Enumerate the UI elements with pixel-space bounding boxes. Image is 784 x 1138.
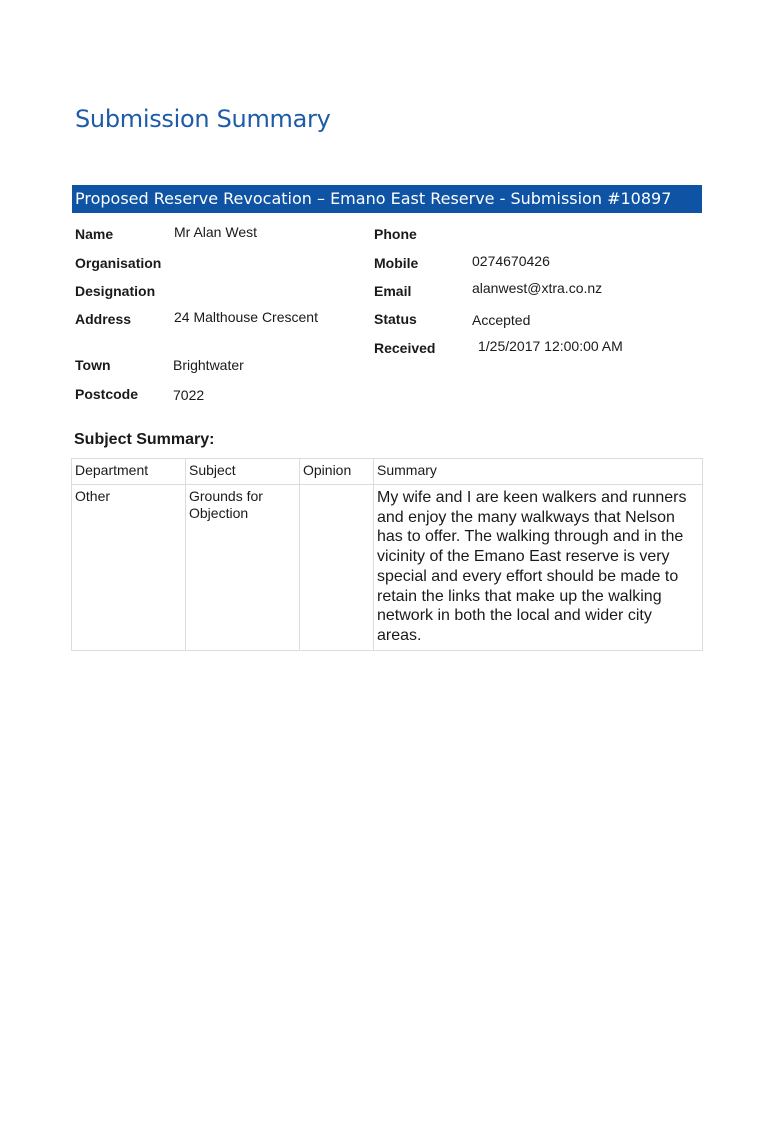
submission-header: Proposed Reserve Revocation – Emano East Reserve - Submission #10897 [72, 185, 702, 213]
opinion-cell [300, 485, 374, 651]
email-label: Email [374, 283, 412, 299]
town-label: Town [75, 357, 111, 373]
phone-label: Phone [374, 226, 417, 242]
summary-cell: My wife and I are keen walkers and runners and enjoy the many walkways that Nelson has to offer. The walking through and in the vicinity of the Emano East reserve is very special and every effort should be made to retain the links that make up the walking network in both the local and wider city areas. [374, 485, 703, 651]
organisation-label: Organisation [75, 255, 162, 271]
name-label: Name [75, 226, 114, 242]
table-row [72, 485, 703, 651]
column-header-summary: Summary [374, 459, 703, 485]
status-label: Status [374, 311, 417, 327]
town-value: Brightwater [173, 357, 244, 373]
email-value: alanwest@xtra.co.nz [472, 280, 603, 296]
table-header-row [72, 459, 703, 485]
status-value: Accepted [472, 312, 531, 328]
subject-cell: Grounds for Objection [186, 485, 300, 651]
column-header-department: Department [72, 459, 186, 485]
department-cell: Other [72, 485, 186, 651]
subject-summary-title: Subject Summary: [74, 431, 215, 448]
postcode-label: Postcode [75, 386, 139, 402]
address-label: Address [75, 311, 132, 327]
received-label: Received [374, 340, 436, 356]
designation-label: Designation [75, 283, 156, 299]
postcode-value: 7022 [173, 387, 205, 403]
column-header-subject: Subject [186, 459, 300, 485]
column-header-opinion: Opinion [300, 459, 374, 485]
subject-summary-table [71, 458, 703, 651]
page-title: Submission Summary [75, 105, 331, 133]
name-value: Mr Alan West [174, 224, 257, 240]
address-value: 24 Malthouse Crescent [174, 309, 318, 325]
received-value: 1/25/2017 12:00:00 AM [478, 338, 623, 354]
mobile-label: Mobile [374, 255, 419, 271]
mobile-value: 0274670426 [472, 253, 550, 269]
